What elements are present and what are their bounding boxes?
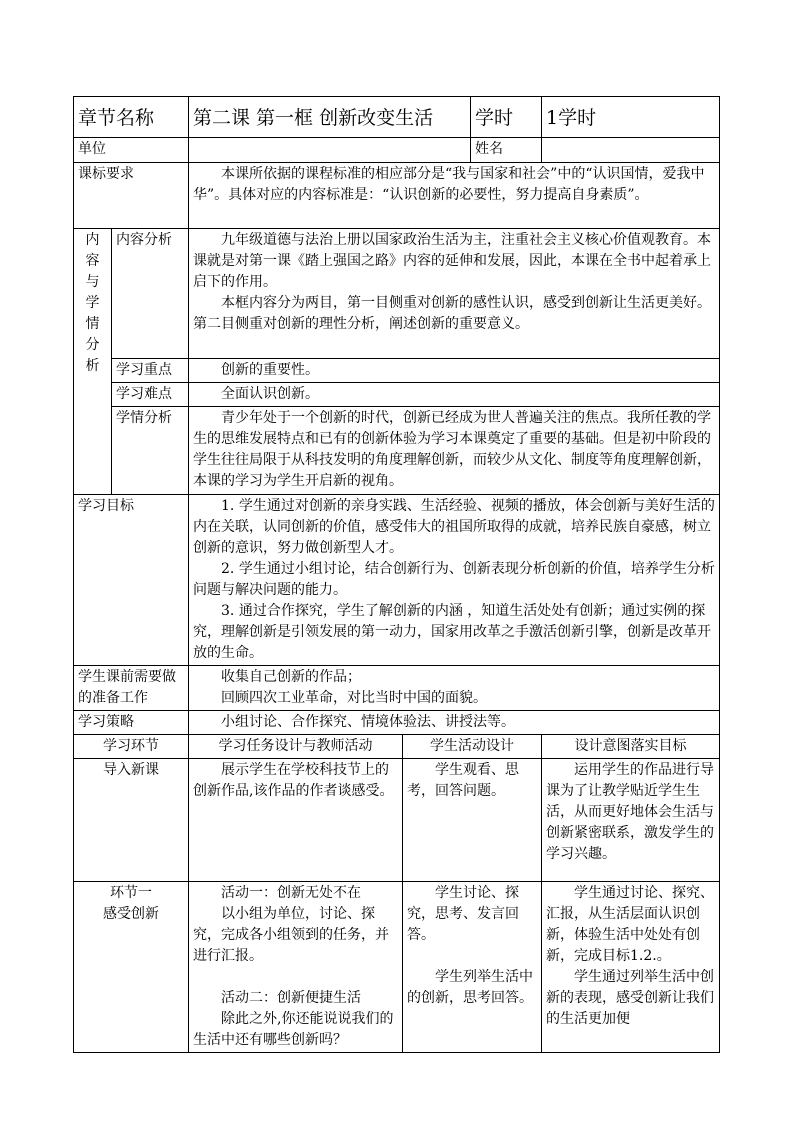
curriculum-row	[74, 163, 720, 229]
activity-body: 以小组为单位，讨论、探究，完成各小组领到的任务，并进行汇报。	[193, 906, 390, 964]
part1-row	[74, 882, 720, 1053]
goal-item: 1. 学生通过对创新的亲身实践、生活经验、视频的播放，体会创新与美好生活的内在关联，认同创新的价值，感受伟大的祖国所取得的成就，培养民族自豪感，树立创新的意识，努力做创新型人才。	[193, 498, 715, 556]
intro-stage: 导入新课	[74, 759, 189, 882]
chapter-label: 章节名称	[74, 97, 189, 138]
student-analysis-row	[74, 407, 720, 495]
analysis-label-char: 析	[85, 358, 100, 374]
content-analysis-p1: 九年级道德与法治上册以国家政治生活为主，注重社会主义核心价值观教育。本课就是对第一课《踏上强国之路》内容的延伸和发展，因此，本课在全书中起着承上启下的作用。	[193, 232, 712, 290]
analysis-label-char: 情	[85, 316, 100, 332]
part1-stage-line: 感受创新	[103, 906, 159, 922]
prep-row	[74, 666, 720, 711]
name-label: 姓名	[471, 138, 542, 163]
prep-line: 收集自己创新的作品；	[221, 669, 362, 685]
analysis-label-char: 学	[85, 295, 100, 311]
difficulty-row	[74, 383, 720, 407]
prep-line: 回顾四次工业革命，对比当时中国的面貌。	[221, 690, 488, 706]
unit-value	[189, 138, 471, 163]
part1-stage	[74, 882, 189, 1053]
unit-label: 单位	[74, 138, 189, 163]
strategy-label: 学习策略	[74, 711, 189, 735]
curriculum-text: 本课所依据的课程标准的相应部分是“我与国家和社会”中的“认识国情，爱我中华”。具体对应的内容标准是：“认识创新的必要性，努力提高自身素质”。	[193, 166, 705, 203]
key-point-row	[74, 359, 720, 383]
header-row	[74, 97, 720, 138]
student-activity: 学生讨论、探究，思考、发言回答。	[407, 885, 520, 943]
goals-row	[74, 495, 720, 666]
analysis-label-char: 容	[85, 253, 100, 269]
teacher-column-header: 学习任务设计与教师活动	[189, 735, 403, 759]
key-point-text: 创新的重要性。	[221, 362, 320, 378]
intro-design-intent: 运用学生的作品进行导课为了让教学贴近学生生活，从而更好地体会生活与创新紧密联系，激发学生的学习兴趣。	[546, 762, 715, 862]
difficulty-text: 全面认识创新。	[221, 386, 320, 402]
activity-body: 除此之外,你还能说说我们的生活中还有哪些创新吗？	[193, 1011, 394, 1048]
hours-value: 1学时	[542, 97, 720, 138]
analysis-vertical-label	[74, 229, 112, 495]
goal-item: 3. 通过合作探究，学生了解创新的内涵 ，知道生活处处有创新；通过实例的探究，理解创新是引领发展的第一动力，国家用改革之手激活创新引擎，创新是改革开放的生命。	[193, 603, 712, 661]
prep-label: 学生课前需要做的准备工作	[74, 666, 189, 711]
design-intent: 学生通过讨论、探究、汇报，从生活层面认识创新，体验生活中处处有创新，完成目标1.2.。	[546, 885, 715, 964]
analysis-label-char: 内	[85, 232, 100, 248]
activity-title: 活动二：创新便捷生活	[221, 990, 362, 1006]
intent-column-header: 设计意图落实目标	[542, 735, 720, 759]
unit-row	[74, 138, 720, 163]
intro-student-activity: 学生观看、思考，回答问题。	[407, 762, 520, 799]
difficulty-label: 学习难点	[112, 383, 189, 407]
student-column-header: 学生活动设计	[403, 735, 542, 759]
student-activity: 学生列举生活中的创新，思考回答。	[407, 969, 534, 1006]
stage-column-header: 学习环节	[74, 735, 189, 759]
part1-stage-line: 环节一	[110, 885, 152, 901]
analysis-label-char: 分	[85, 337, 100, 353]
strategy-row	[74, 711, 720, 735]
process-header-row	[74, 735, 720, 759]
analysis-label-char: 与	[85, 274, 100, 290]
activity-title: 活动一：创新无处不在	[221, 885, 362, 901]
key-point-label: 学习重点	[112, 359, 189, 383]
goals-label: 学习目标	[74, 495, 189, 666]
intro-teacher-activity: 展示学生在学校科技节上的创新作品,该作品的作者谈感受。	[193, 762, 394, 799]
student-analysis-text: 青少年处于一个创新的时代，创新已经成为世人普遍关注的焦点。我所任教的学生的思维发展特点和已有的创新体验为学习本课奠定了重要的基础。但是初中阶段的学生往往局限于从科技发明的角度理解创新，而较少从文化、制度等角度理解创新，本课的学习为学生开启新的视角。	[193, 410, 712, 489]
content-analysis-row	[74, 229, 720, 359]
goal-item: 2. 学生通过小组讨论，结合创新行为、创新表现分析创新的价值，培养学生分析问题与解决问题的能力。	[193, 561, 715, 598]
name-value	[542, 138, 720, 163]
lesson-plan-table	[73, 96, 720, 1053]
strategy-text: 小组讨论、合作探究、情境体验法、讲授法等。	[221, 714, 516, 730]
hours-label: 学时	[471, 97, 542, 138]
student-analysis-label: 学情分析	[112, 407, 189, 495]
curriculum-label: 课标要求	[74, 163, 189, 229]
content-analysis-label: 内容分析	[112, 229, 189, 359]
design-intent: 学生通过列举生活中创新的表现，感受创新让我们的生活更加便	[546, 969, 715, 1027]
intro-row	[74, 759, 720, 882]
chapter-title: 第二课 第一框 创新改变生活	[189, 97, 471, 138]
content-analysis-p2: 本框内容分为两目，第一目侧重对创新的感性认识，感受到创新让生活更美好。第二目侧重对创新的理性分析，阐述创新的重要意义。	[193, 295, 712, 332]
